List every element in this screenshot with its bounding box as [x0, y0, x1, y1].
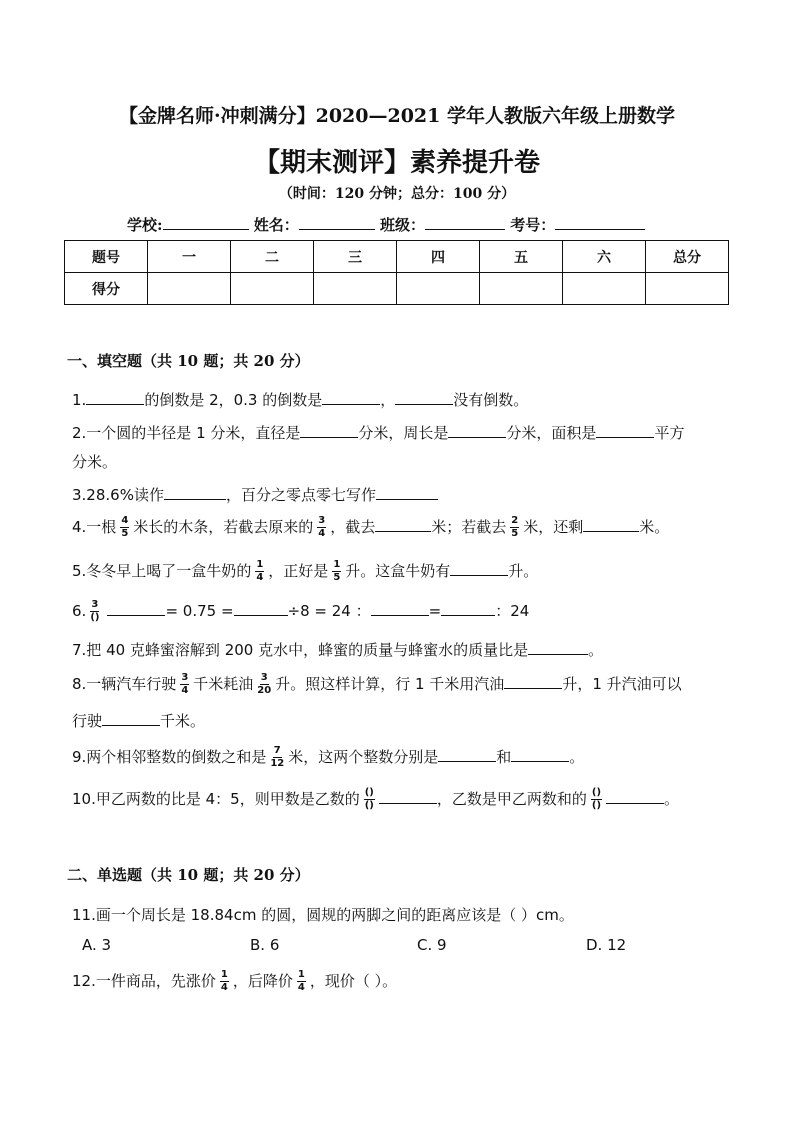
question-4: 4.一根 $\frac{4}{5}$ 米长的木条，若截去原来的 $\frac{3}{4}$ ，截去 米；若截去 $\frac{2}{5}$ 米，还剩 米。	[72, 515, 670, 539]
answer-blank[interactable]	[371, 601, 429, 616]
answer-blank[interactable]	[86, 390, 144, 405]
fraction: $\frac{3}{4}$	[318, 515, 326, 539]
section-1-title: 一、填空题（共 10 题；共 20 分）	[67, 352, 310, 370]
class-blank[interactable]	[425, 214, 505, 230]
question-5: 5.冬冬早上喝了一盒牛奶的 $\frac{1}{4}$ ，正好是 $\frac{1}{5}$ 升。这盒牛奶有 升。	[72, 559, 539, 583]
fraction: $\frac{()}{()}$	[591, 787, 602, 811]
answer-blank[interactable]	[438, 747, 496, 762]
exam-no-label: 考号：	[510, 216, 556, 234]
name-label: 姓名：	[253, 216, 299, 234]
question-3: 3.28.6%读作 ，百分之零点零七写作	[72, 484, 438, 505]
answer-blank[interactable]	[606, 789, 664, 804]
score-table-header-row	[65, 241, 729, 273]
score-cell[interactable]	[480, 273, 563, 305]
question-1: 1. 的倒数是 2，0.3 的倒数是 ， 没有倒数。	[72, 391, 529, 409]
table-cell: 五	[480, 241, 563, 273]
fraction: $\frac{3}{()}$	[90, 599, 100, 623]
answer-blank[interactable]	[441, 601, 495, 616]
answer-blank[interactable]	[504, 674, 562, 689]
answer-blank[interactable]	[448, 423, 506, 438]
score-cell[interactable]	[563, 273, 646, 305]
score-table-score-row	[65, 273, 729, 305]
option-a[interactable]: A. 3	[82, 936, 112, 954]
score-cell[interactable]	[646, 273, 729, 305]
fraction: $\frac{1}{4}$	[297, 969, 305, 993]
score-cell[interactable]	[231, 273, 314, 305]
score-cell[interactable]	[314, 273, 397, 305]
table-cell: 三	[314, 241, 397, 273]
answer-blank[interactable]	[234, 601, 288, 616]
option-d[interactable]: D. 12	[586, 936, 627, 954]
table-cell: 总分	[646, 241, 729, 273]
answer-blank[interactable]	[583, 517, 639, 532]
name-blank[interactable]	[299, 214, 375, 230]
subtitle: （时间：120 分钟；总分：100 分）	[278, 186, 516, 202]
answer-blank[interactable]	[379, 789, 437, 804]
fraction: $\frac{1}{4}$	[256, 559, 264, 583]
answer-blank[interactable]	[376, 485, 438, 500]
fraction: $\frac{2}{5}$	[511, 515, 519, 539]
class-label: 班级：	[380, 216, 426, 234]
fraction: $\frac{1}{5}$	[333, 559, 341, 583]
title-line-1: 【金牌名师·冲刺满分】2020—2021 学年人教版六年级上册数学	[119, 105, 675, 127]
question-2: 2.一个圆的半径是 1 分米，直径是 分米，周长是 分米，面积是 平方	[72, 424, 685, 442]
student-info-line	[127, 214, 645, 235]
question-7: 7.把 40 克蜂蜜溶解到 200 克水中，蜂蜜的质量与蜂蜜水的质量比是 。	[72, 641, 604, 659]
table-cell: 得分	[65, 273, 148, 305]
option-c[interactable]: C. 9	[417, 936, 447, 954]
answer-blank[interactable]	[107, 601, 165, 616]
question-12: 12.一件商品，先涨价 $\frac{1}{4}$ ，后降价 $\frac{1}{4}$ ，现价（ ）。	[72, 969, 398, 993]
table-cell: 一	[148, 241, 231, 273]
answer-blank[interactable]	[450, 561, 508, 576]
question-8-cont: 行驶 千米。	[72, 712, 206, 730]
option-b[interactable]: B. 6	[250, 936, 280, 954]
question-6: 6. $\frac{3}{()}$ = 0.75 = ÷8 = 24 ： = ：24	[72, 599, 530, 623]
question-11: 11.画一个周长是 18.84cm 的圆，圆规的两脚之间的距离应该是（ ）cm。	[72, 906, 574, 924]
answer-blank[interactable]	[300, 423, 358, 438]
question-10: 10.甲乙两数的比是 4：5，则甲数是乙数的 $\frac{()}{()}$ ，乙数是甲乙两数和的 $\frac{()}{()}$ 。	[72, 787, 680, 811]
answer-blank[interactable]	[395, 390, 453, 405]
answer-blank[interactable]	[596, 423, 654, 438]
answer-blank[interactable]	[164, 485, 226, 500]
fraction: $\frac{3}{20}$	[257, 672, 272, 696]
table-cell: 题号	[65, 241, 148, 273]
fraction: $\frac{7}{12}$	[270, 745, 285, 769]
school-label: 学校:	[127, 216, 163, 234]
section-2-title: 二、单选题（共 10 题；共 20 分）	[67, 866, 310, 884]
score-cell[interactable]	[397, 273, 480, 305]
score-table	[64, 240, 729, 305]
question-9: 9.两个相邻整数的倒数之和是 $\frac{7}{12}$ 米，这两个整数分别是 和 。	[72, 745, 585, 769]
fraction: $\frac{()}{()}$	[364, 787, 374, 811]
answer-blank[interactable]	[322, 390, 380, 405]
fraction: $\frac{1}{4}$	[220, 969, 228, 993]
question-2-cont: 分米。	[72, 453, 118, 471]
exam-no-blank[interactable]	[555, 214, 645, 230]
table-cell: 四	[397, 241, 480, 273]
score-cell[interactable]	[148, 273, 231, 305]
table-cell: 二	[231, 241, 314, 273]
question-8: 8.一辆汽车行驶 $\frac{3}{4}$ 千米耗油 $\frac{3}{20}$ 升。照这样计算，行 1 千米用汽油 升，1 升汽油可以	[72, 672, 682, 696]
fraction: $\frac{4}{5}$	[121, 515, 129, 539]
title-line-2: 【期末测评】素养提升卷	[253, 148, 540, 178]
answer-blank[interactable]	[528, 640, 588, 655]
fraction: $\frac{3}{4}$	[181, 672, 189, 696]
school-blank[interactable]	[163, 214, 249, 230]
answer-blank[interactable]	[511, 747, 569, 762]
table-cell: 六	[563, 241, 646, 273]
answer-blank[interactable]	[102, 711, 160, 726]
answer-blank[interactable]	[375, 517, 431, 532]
